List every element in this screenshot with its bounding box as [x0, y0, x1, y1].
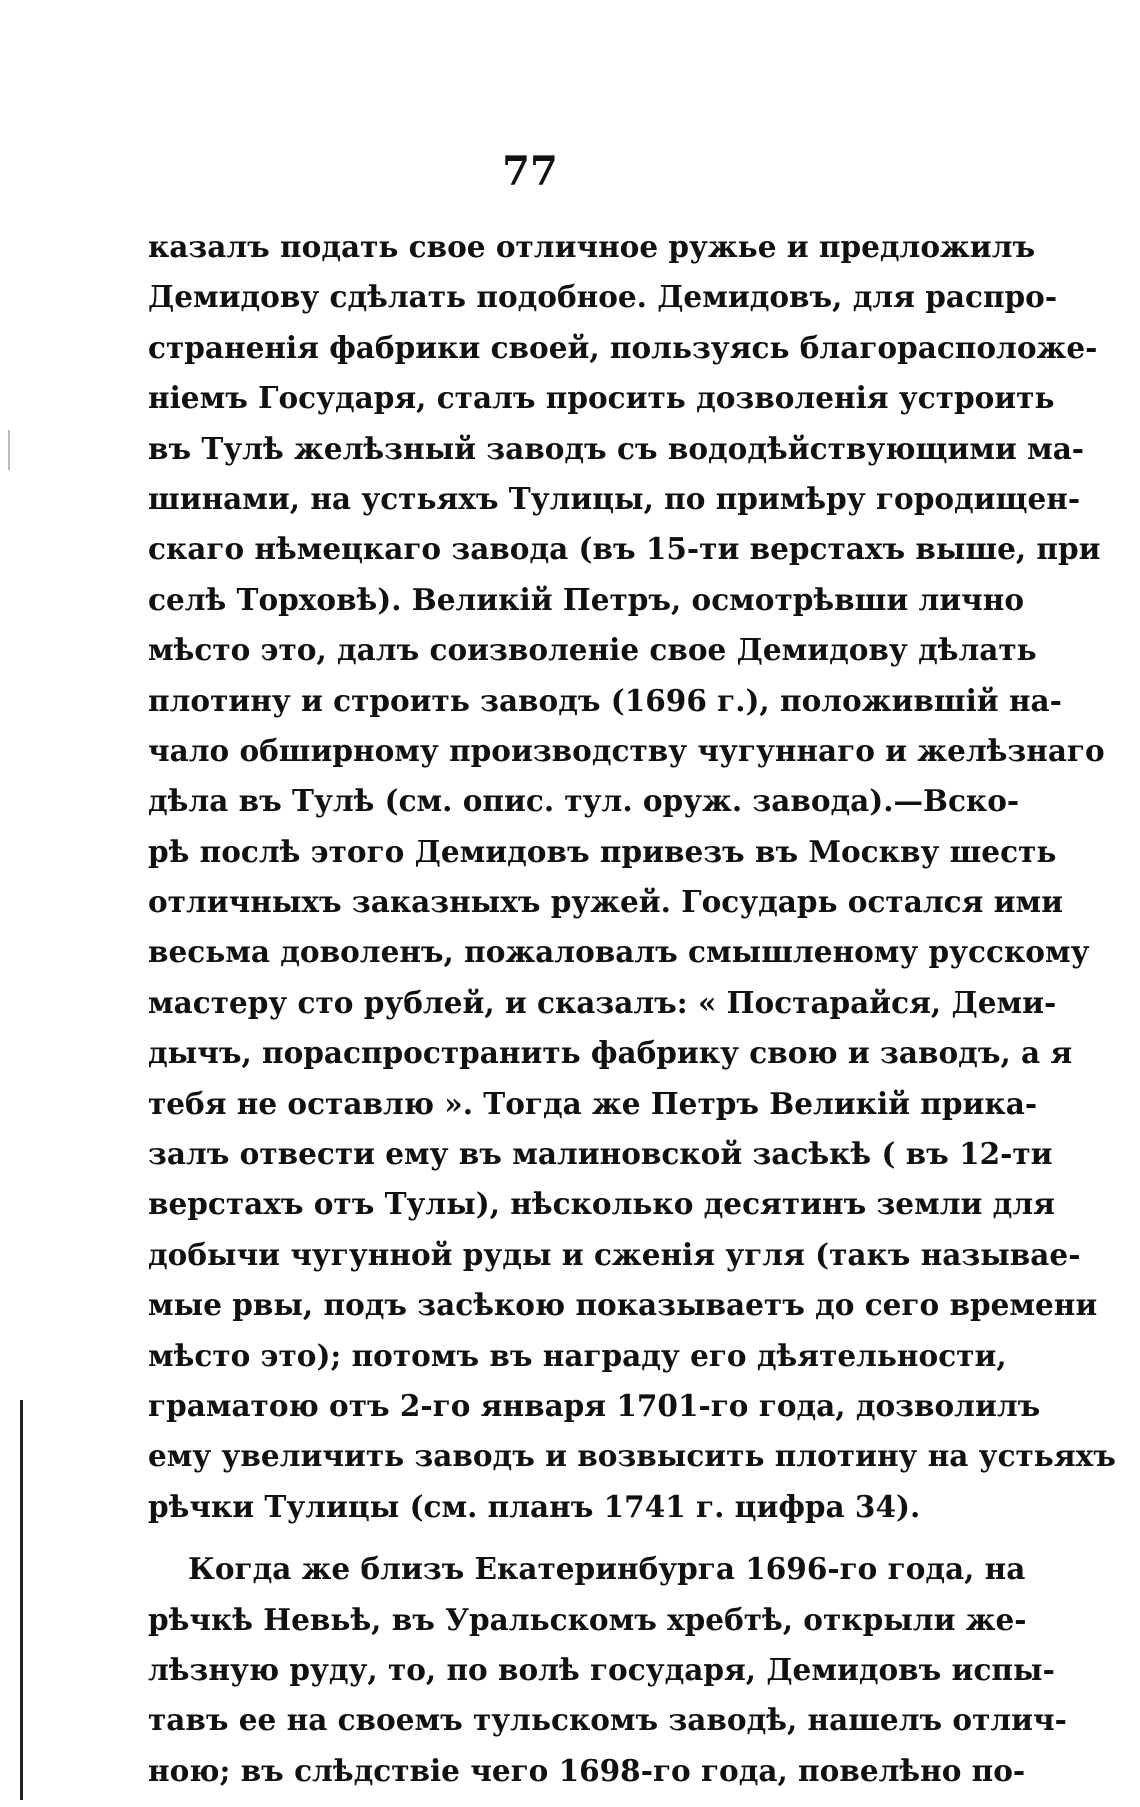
text-line: дычъ, пораспространить фабрику свою и заводъ, а я — [148, 1035, 1073, 1071]
text-line: мые рвы, подъ засѣкою показываетъ до сего времени — [148, 1287, 1098, 1323]
text-line: Демидову сдѣлать подобное. Демидовъ, для распро- — [148, 279, 1058, 315]
text-line: залъ отвести ему въ малиновской засѣкѣ ( въ 12-ти — [148, 1136, 1053, 1172]
text-line: верстахъ отъ Тулы), нѣсколько десятинъ земли для — [148, 1186, 1055, 1222]
text-line: дѣла въ Тулѣ (см. опис. тул. оруж. завода).—Вско- — [148, 783, 1020, 819]
text-line: лѣзную руду, то, по волѣ государя, Демидовъ испы- — [148, 1651, 1055, 1687]
body-text — [148, 222, 1116, 1796]
text-line: въ Тулѣ желѣзный заводъ съ вододѣйствующими ма- — [148, 430, 1085, 466]
text-line: ною; въ слѣдствіе чего 1698-го года, повелѣно по- — [148, 1752, 1026, 1788]
text-line: отличныхъ заказныхъ ружей. Государь остался ими — [148, 884, 1064, 920]
text-line: граматою отъ 2-го января 1701-го года, дозволилъ — [148, 1387, 1041, 1423]
paragraph-2 — [148, 1544, 1067, 1796]
text-line: рѣчкѣ Невьѣ, въ Уральскомъ хребтѣ, открыли же- — [148, 1601, 1027, 1637]
text-line: тебя не оставлю ». Тогда же Петръ Великій прика- — [148, 1085, 1038, 1121]
text-line: мастеру сто рублей, и сказалъ: « Постарайся, Деми- — [148, 984, 1057, 1020]
paragraph-gap — [148, 1532, 938, 1544]
text-line: ніемъ Государя, сталъ просить дозволенія устроить — [148, 380, 1055, 416]
text-line: весьма доволенъ, пожаловалъ смышленому русскому — [148, 934, 1090, 970]
text-line: мѣсто это); потомъ въ награду его дѣятельности, — [148, 1337, 1007, 1373]
text-line: рѣчки Тулицы (см. планъ 1741 г. цифра 34). — [148, 1488, 921, 1524]
paragraph-1 — [148, 222, 1116, 1532]
text-line: мѣсто это, далъ соизволеніе свое Демидову дѣлать — [148, 632, 1037, 668]
text-line: скаго нѣмецкаго завода (въ 15-ти верстахъ выше, при — [148, 531, 1101, 567]
text-line: плотину и строить заводъ (1696 г.), положившій на- — [148, 682, 1062, 718]
text-line: ему увеличить заводъ и возвысить плотину на устьяхъ — [148, 1438, 1116, 1474]
text-line: страненія фабрики своей, пользуясь благорасположе- — [148, 329, 1098, 365]
text-line: рѣ послѣ этого Демидовъ привезъ въ Москву шесть — [148, 833, 1057, 869]
scan-binding-edge — [20, 1400, 23, 1800]
scan-artifact-mark — [8, 430, 10, 470]
text-line: селѣ Торховѣ). Великій Петръ, осмотрѣвши лично — [148, 581, 1025, 617]
text-line: казалъ подать свое отличное ружье и предложилъ — [148, 229, 1036, 264]
text-line: Когда же близъ Екатеринбурга 1696-го года, на — [188, 1551, 1026, 1587]
text-line: чало обширному производству чугуннаго и желѣзнаго — [148, 732, 1105, 768]
text-line: шинами, на устьяхъ Тулицы, по примѣру городищен- — [148, 480, 1081, 516]
text-line: добычи чугунной руды и сженія угля (такъ называе- — [148, 1236, 1081, 1272]
text-line: тавъ ее на своемъ тульскомъ заводѣ, нашелъ отлич- — [148, 1702, 1067, 1738]
page-number: 77 — [502, 148, 558, 195]
